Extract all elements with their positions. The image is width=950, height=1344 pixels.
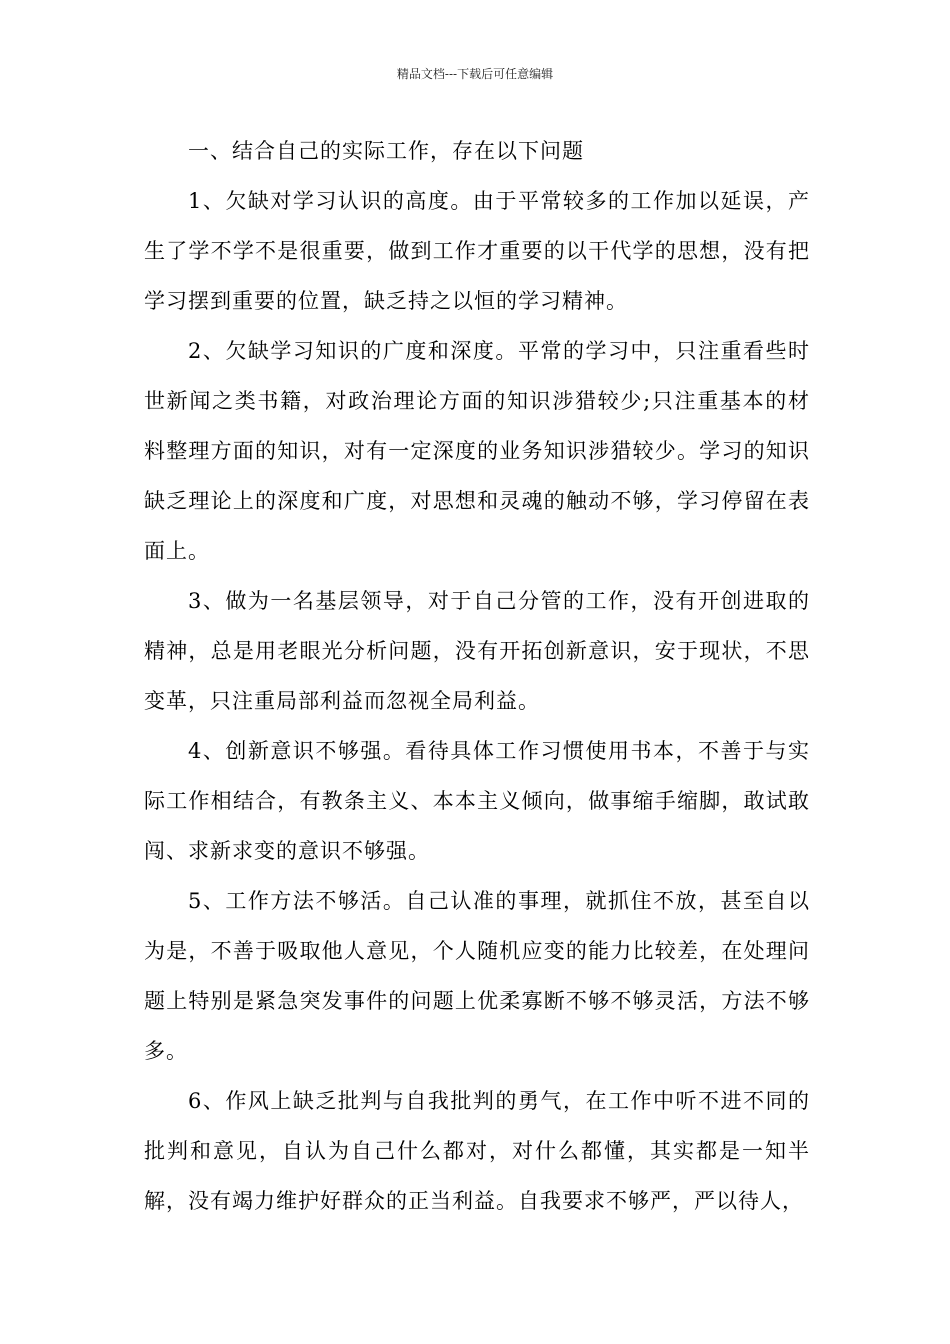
paragraph-1: 1、欠缺对学习认识的高度。由于平常较多的工作加以延误，产生了学不学不是很重要，做到工作才重要的以干代学的思想，没有把学习摆到重要的位置，缺乏持之以恒的学习精神。 — [144, 189, 810, 313]
paragraph-4: 4、创新意识不够强。看待具体工作习惯使用书本，不善于与实际工作相结合，有教条主义、本本主义倾向，做事缩手缩脚，敢试敢闯、求新求变的意识不够强。 — [144, 739, 810, 863]
page-header: 精品文档---下载后可任意编辑 — [396, 67, 554, 81]
paragraph-5: 5、工作方法不够活。自己认准的事理，就抓住不放，甚至自以为是，不善于吸取他人意见，个人随机应变的能力比较差，在处理问题上特别是紧急突发事件的问题上优柔寡断不够不够灵活，方法不够多。 — [144, 889, 810, 1063]
paragraph-3: 3、做为一名基层领导，对于自己分管的工作，没有开创进取的精神，总是用老眼光分析问题，没有开拓创新意识，安于现状，不思变革，只注重局部利益而忽视全局利益。 — [144, 589, 810, 713]
paragraph-6: 6、作风上缺乏批判与自我批判的勇气，在工作中听不进不同的批判和意见，自认为自己什么都对，对什么都懂，其实都是一知半解，没有竭力维护好群众的正当利益。自我要求不够严，严以待人， — [144, 1089, 810, 1213]
document-body — [144, 126, 810, 1226]
paragraph-2: 2、欠缺学习知识的广度和深度。平常的学习中，只注重看些时世新闻之类书籍，对政治理论方面的知识涉猎较少;只注重基本的材料整理方面的知识，对有一定深度的业务知识涉猎较少。学习的知识缺乏理论上的深度和广度，对思想和灵魂的触动不够，学习停留在表面上。 — [144, 339, 810, 563]
section-heading: 一、结合自己的实际工作，存在以下问题 — [188, 139, 584, 163]
